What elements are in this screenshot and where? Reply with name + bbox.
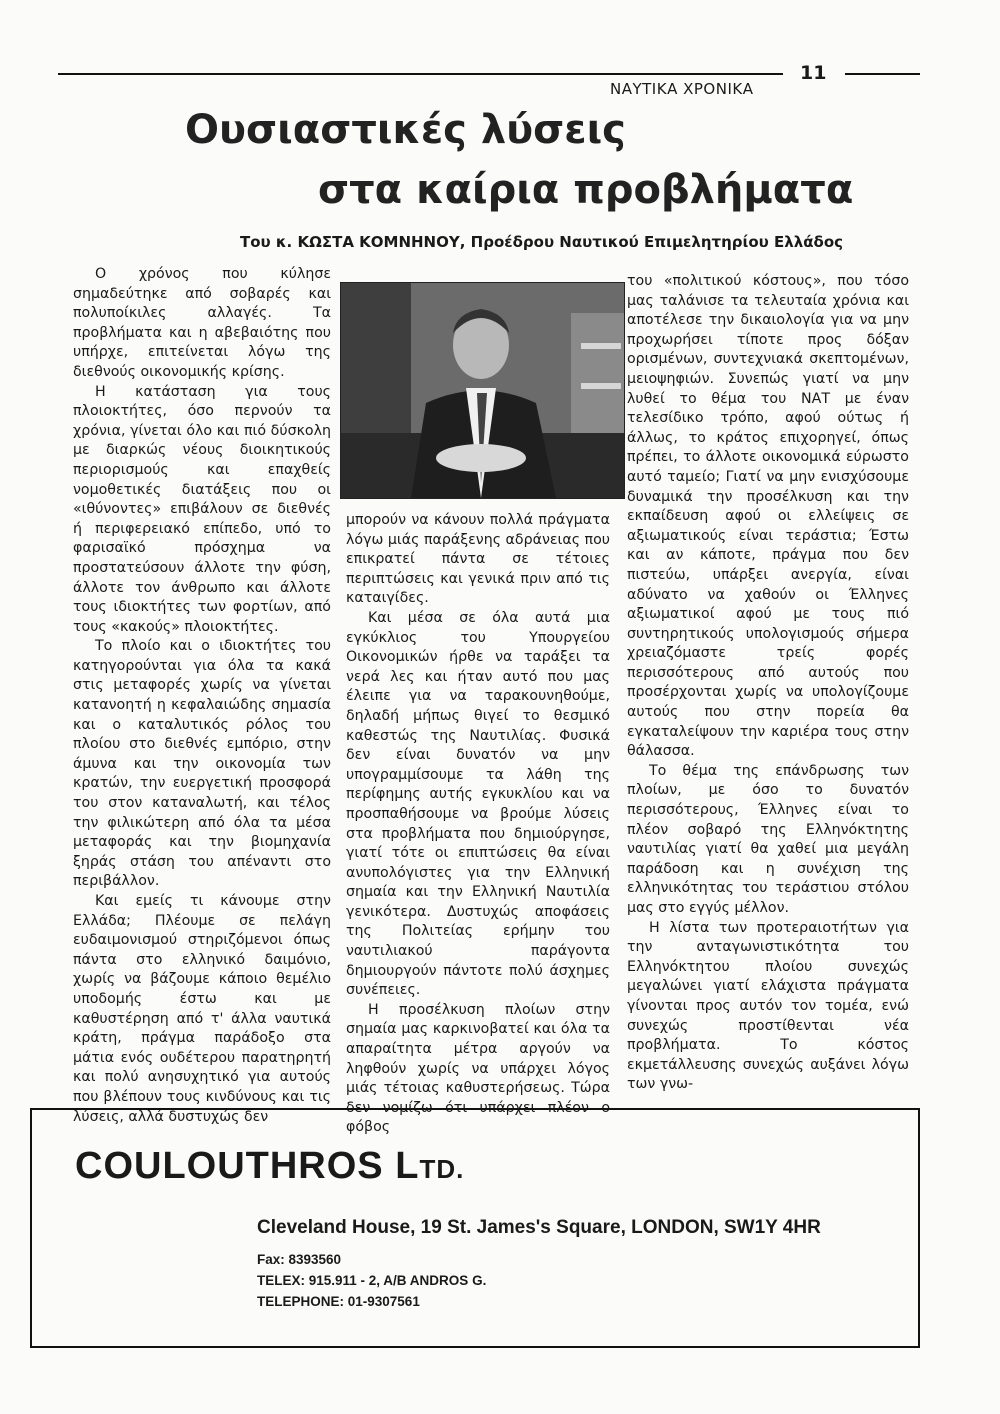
ad-telex: TELEX: 915.911 - 2, A/B ANDROS G. xyxy=(257,1273,487,1288)
ad-address: Cleveland House, 19 St. James's Square, LONDON, SW1Y 4HR xyxy=(257,1217,821,1238)
paragraph: του «πολιτικού κόστους», που τόσο μας ταλάνισε τα τελευταία χρόνια και αποτέλεσε την δικαιολογία για να μην προχωρήσει τίποτε προς δόξαν ορισμένων, συντεχνιακά σκεπτομένων, μειοψηφιών. Συνεπώς γιατί να μην λυθεί το θέμα του ΝΑΤ με έναν τελεσίδικο τρόπο, αφού ούτως ή άλλως, το κράτος επιχορηγεί, όπως πρέπει, το άλλοτε οικονομικά εύρωστο αυτό ταμείο; Γιατί να μην ενισχύσουμε δυναμικά την προσέλκυση και την εκπαίδευση αφού οι ελλείψεις σε αξιωματικούς είναι τεράστια; Έστω και αν κάποτε, πράγμα που δεν πιστεύω, υπάρξει ανεργία, είναι αδύνατο να χαθούν οι Έλληνες αξιωματικοί αφού με τους πιό συντηρητικούς υπολογισμούς σήμερα χρειαζόμαστε τρείς φορές περισσότερους από αυτούς που προσέρχονται χωρίς να υπολογίζουμε αυτούς που στην πορεία θα εγκαταλείψουν την καριέρα τους στην θάλασσα. xyxy=(627,273,909,760)
paragraph: Το πλοίο και ο ιδιοκτήτες του κατηγορούνται για όλα τα κακά στις μεταφορές χωρίς να γίνεται κατανοητή η κεφαλαιώδης σημασία και ο καταλυτικός ρόλος του πλοίου στο διεθνές εμπόριο, στην άμυνα και την οικονομία των κρατών, την ευεργετική προσφορά του στον καταναλωτή, και τέλος την φιλικώτερη από όλα τα μέσα μεταφοράς και την βιομηχανία ξηράς στάση του απέναντι στο περιβάλλον. xyxy=(73,638,331,890)
ad-company-suffix: TD. xyxy=(419,1154,465,1184)
advertisement-box xyxy=(30,1108,920,1348)
paragraph: Και εμείς τι κάνουμε στην Ελλάδα; Πλέουμε σε πελάγη ευδαιμονισμού στηριζόμενοι όπως πάντα στο ελληνικό δαιμόνιο, χωρίς να βάζουμε κάποιο θεμέλιο υποδομής έστω και με καθυστέρηση από τ' άλλα ναυτικά κράτη, πράγμα παράδοξο στα μάτια ενός ουδέτερου παρατηρητή και πολύ ανησυχητικό για αυτούς που βλέπουν τους κινδύνους και τις λύσεις, αλλά δυστυχώς δεν xyxy=(73,893,331,1125)
paragraph: μπορούν να κάνουν πολλά πράγματα λόγω μιάς παράξενης αδράνειας που επικρατεί πάντα σε τέτοιες περιπτώσεις και γενικά πριν από τις καταιγίδες. xyxy=(346,512,610,607)
header-rule-right xyxy=(845,73,920,75)
article-title-line1: Ουσιαστικές λύσεις xyxy=(185,107,626,153)
paragraph: Και μέσα σε όλα αυτά μια εγκύκλιος του Υπουργείου Οικονομικών ήρθε να ταράξει τα νερά λες και ήταν αυτό που μας έλειπε για να ταρακουνηθούμε, δηλαδή μήπως θιγεί το θεσμικό καθεστώς της Ναυτιλίας. Φυσικά δεν είναι δυνατόν να μην υπογραμμίσουμε τα λάθη της περίφημης αυτής εγκυκλίου και να προσπαθήσουμε να βρούμε λύσεις στα προβλήματα που δημιούργησε, γιατί τότε οι επιπτώσεις θα είναι ανυπολόγιστες για την Ελληνική σημαία και την Ελληνική Ναυτιλία γενικότερα. Δυστυχώς αποφάσεις της Πολιτείας ερήμην του ναυτιλιακού παράγοντα δημιουργούν πάντοτε πολύ άσχημες συνέπειες. xyxy=(346,609,610,999)
article-title-line2: στα καίρια προβλήματα xyxy=(318,167,854,213)
article-byline: Του κ. ΚΩΣΤΑ ΚΟΜΝΗΝΟΥ, Προέδρου Ναυτικού Επιμελητηρίου Ελλάδος xyxy=(240,233,844,251)
ad-company-name xyxy=(75,1145,464,1188)
paragraph: Ο χρόνος που κύλησε σημαδεύτηκε από σοβαρές και πολυποίκιλες αλλαγές. Τα προβλήματα και η αβεβαιότης που υπήρχε, επιτείνεται λόγω της διεθνούς οικονομικής κρίσης. xyxy=(73,266,331,380)
author-portrait-image xyxy=(341,283,624,498)
paragraph: Η λίστα των προτεραιοτήτων για την ανταγωνιστικότητα του Ελληνόκτητου πλοίου συνεχώς μεγαλώνει γιατί ελάχιστα πράγματα γίνονται προς αυτόν τον τομέα, ενώ συνεχώς προστίθενται νέα προβλήματα. Το κόστος εκμετάλλευσης συνεχώς αυξάνει λόγω των γνω- xyxy=(627,919,909,1093)
paragraph: Η κατάσταση για τους πλοιοκτήτες, όσο περνούν τα χρόνια, γίνεται όλο και πιό δύσκολη με διαρκώς νέους διοικητικούς περιορισμούς και επαχθείς νομοθετικές διατάξεις που οι «ιθύνοντες» επιβάλουν σε διεθνές ή περιφερειακό επίπεδο, υπό το φαρισαϊκό πρόσχημα να προστατεύσουν άλλοτε την φύση, άλλοτε τον άνθρωπο και άλλοτε τους ιδιοκτήτες των φορτίων, από τους «κακούς» πλοιοκτήτες. xyxy=(73,383,331,635)
page-number: 11 xyxy=(800,62,827,84)
ad-telephone: TELEPHONE: 01-9307561 xyxy=(257,1294,420,1309)
ad-fax: Fax: 8393560 xyxy=(257,1252,342,1267)
publication-name: ΝΑΥΤΙΚΑ ΧΡΟΝΙΚΑ xyxy=(610,80,754,98)
paragraph: Η προσέλκυση πλοίων στην σημαία μας καρκινοβατεί και όλα τα απαραίτητα μέτρα αργούν να ληφθούν χωρίς να υπάρχει λόγος μιάς τέτοιας καθυστερήσεως. Τώρα δεν νομίζω ότι υπάρχει πλέον ο φόβος xyxy=(346,1001,610,1136)
author-photo xyxy=(340,282,625,499)
ad-company-main: COULOUTHROS L xyxy=(75,1145,420,1187)
header-rule-left xyxy=(58,73,783,75)
article-column-1 xyxy=(73,265,331,1127)
article-column-3 xyxy=(627,272,909,1095)
article-column-2 xyxy=(346,511,610,1138)
paragraph: Το θέμα της επάνδρωσης των πλοίων, με όσο το δυνατόν περισσότερους, Έλληνες είναι το πλέον σοβαρό της Ελληνόκτητης ναυτιλίας γιατί θα χαθεί μια μεγάλη παράδοση και η συνέχιση της ελληνικότητας του τεράστιου στόλου μας στο εγγύς μέλλον. xyxy=(627,762,909,916)
